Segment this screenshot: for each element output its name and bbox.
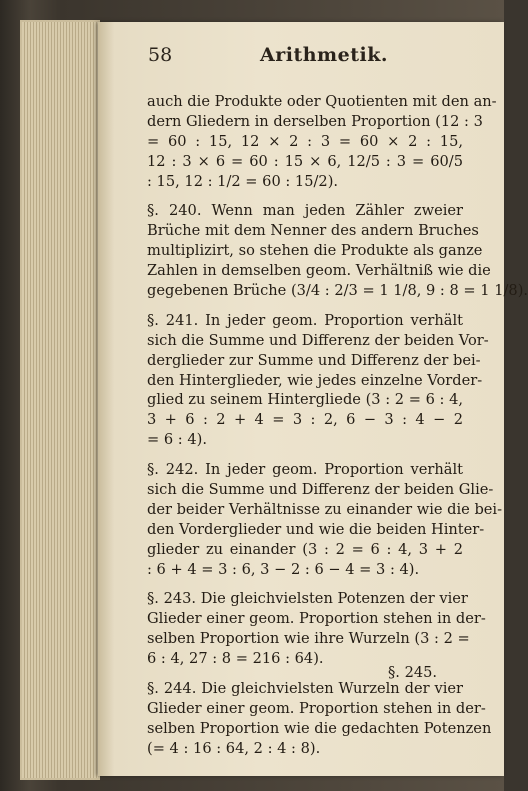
text-line: glieder zu einander (3 : 2 = 6 : 4, 3 + 2 [147, 540, 463, 558]
text-line: §. 242. In jeder geom. Proportion verhält [147, 461, 463, 479]
text-line: 12 : 3 × 6 = 60 : 15 × 6, 12/5 : 3 = 60/5 [147, 152, 463, 170]
page-number: 58 [148, 44, 173, 66]
text-line: Zahlen in demselben geom. Verhältniß wie die [147, 262, 491, 280]
text-line: §. 241. In jeder geom. Proportion verhält [147, 311, 463, 329]
text-line: §. 244. Die gleichvielsten Wurzeln der vier [147, 680, 463, 698]
page-text [147, 92, 528, 759]
text-line: = 60 : 15, 12 × 2 : 3 = 60 × 2 : 15, [147, 132, 463, 150]
catchword: §. 245. [388, 664, 438, 681]
text-line: Brüche mit dem Nenner des andern Bruches [147, 222, 479, 240]
page-edges-stripes [22, 22, 98, 778]
paragraph [147, 589, 486, 669]
text-line: Glieder einer geom. Proportion stehen in der- [147, 699, 486, 717]
text-line: dern Gliedern in derselben Proportion (12 : 3 [147, 112, 483, 130]
text-line: glied zu seinem Hintergliede (3 : 2 = 6 : 4, [147, 391, 463, 409]
text-line: derglieder zur Summe und Differenz der bei- [147, 351, 481, 369]
paragraph [147, 679, 492, 759]
running-title: Arithmetik. [260, 44, 389, 66]
paragraph [147, 460, 503, 579]
text-line: Glieder einer geom. Proportion stehen in der- [147, 610, 486, 628]
paragraph-gap [147, 301, 463, 311]
text-line: 6 : 4, 27 : 8 = 216 : 64). [147, 650, 324, 668]
running-head [148, 44, 389, 78]
paragraph-gap [147, 450, 463, 460]
text-line: = 6 : 4). [147, 431, 207, 449]
text-line: multiplizirt, so stehen die Produkte als ganze [147, 242, 483, 260]
text-line: sich die Summe und Differenz der beiden Vor- [147, 331, 489, 349]
text-line: den Vorderglieder und wie die beiden Hinter- [147, 520, 485, 538]
text-line: 3 + 6 : 2 + 4 = 3 : 2, 6 − 3 : 4 − 2 [147, 411, 463, 429]
text-line: §. 243. Die gleichvielsten Potenzen der vier [147, 590, 468, 608]
text-line: gegebenen Brüche (3/4 : 2/3 = 1 1/8, 9 : 8 = 1 1/8). [147, 282, 528, 300]
paragraph [147, 201, 528, 300]
text-line: : 6 + 4 = 3 : 6, 3 − 2 : 6 − 4 = 3 : 4). [147, 560, 420, 578]
text-line: : 15, 12 : 1/2 = 60 : 15/2). [147, 172, 339, 190]
text-line: sich die Summe und Differenz der beiden Glie- [147, 481, 494, 499]
text-line: (= 4 : 16 : 64, 2 : 4 : 8). [147, 739, 321, 757]
text-line: auch die Produkte oder Quotienten mit den an- [147, 93, 497, 110]
text-line: selben Proportion wie die gedachten Potenzen [147, 719, 492, 737]
text-line: der beider Verhältnisse zu einander wie die bei- [147, 500, 503, 518]
text-line: den Hinterglieder, wie jedes einzelne Vorder- [147, 371, 483, 389]
paragraph-gap [147, 579, 463, 589]
paragraph [147, 311, 489, 450]
paragraph [147, 92, 497, 191]
text-line: §. 240. Wenn man jeden Zähler zweier [147, 202, 463, 220]
text-line: selben Proportion wie ihre Wurzeln (3 : 2 = [147, 630, 470, 648]
paragraph-gap [147, 191, 463, 201]
